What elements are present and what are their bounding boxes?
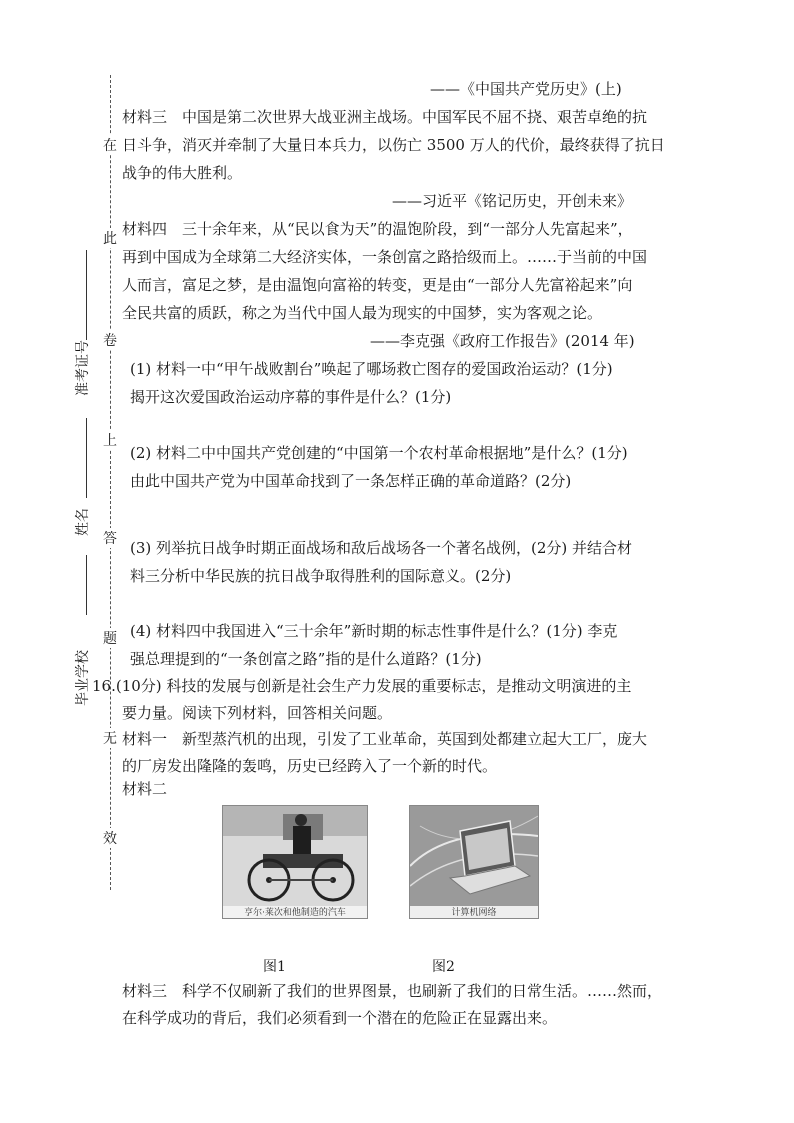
name-label: 姓名 xyxy=(75,508,91,536)
binding-char: 在 xyxy=(102,135,118,155)
binding-char: 无 xyxy=(102,728,118,748)
source-citation: ——李克强《政府工作报告》(2014 年) xyxy=(370,332,635,350)
material-4-line: 再到中国成为全球第二大经济实体，一条创富之路拾级而上。……于当前的中国 xyxy=(122,248,648,266)
figure-2-caption: 计算机网络 xyxy=(451,908,497,918)
material-3-line: 日斗争，消灭并牵制了大量日本兵力，以伤亡 3500 万人的代价，最终获得了抗日 xyxy=(122,136,665,154)
exam-number-rule xyxy=(86,250,87,340)
material-4-line: 全民共富的质跃，称之为当代中国人最为现实的中国梦，实为客观之论。 xyxy=(122,304,603,322)
material-4-line: 材料四 三十余年来，从“民以食为天”的温饱阶段，到“一部分人先富起来”， xyxy=(122,220,633,238)
figure-1-label: 图1 xyxy=(263,959,286,975)
source-citation: ——习近平《铭记历史，开创未来》 xyxy=(392,192,633,210)
question-3-line: (3) 列举抗日战争时期正面战场和敌后战场各一个著名战例，(2分) 并结合材 xyxy=(130,539,633,557)
school-label: 毕业学校 xyxy=(75,650,91,706)
question-3-line: 料三分析中华民族的抗日战争取得胜利的国际意义。(2分) xyxy=(130,567,512,585)
figure-1-image xyxy=(222,805,368,919)
problem-16-material-1: 材料一 新型蒸汽机的出现，引发了工业革命，英国到处都建立起大工厂，庞大 xyxy=(122,730,648,748)
problem-16-material-1: 的厂房发出隆隆的轰鸣，历史已经跨入了一个新的时代。 xyxy=(122,757,498,775)
material-3-line: 材料三 中国是第二次世界大战亚洲主战场。中国军民不屈不挠、艰苦卓绝的抗 xyxy=(122,108,648,126)
question-4-line: 强总理提到的“一条创富之路”指的是什么道路？(1分) xyxy=(130,650,482,668)
question-1-line: 揭开这次爱国政治运动序幕的事件是什么？(1分) xyxy=(130,388,452,406)
problem-16-material-2: 材料二 xyxy=(122,780,168,798)
question-1-line: (1) 材料一中“甲午战败割台”唤起了哪场救亡图存的爱国政治运动？(1分) xyxy=(130,360,613,378)
name-rule xyxy=(86,418,87,498)
automobile-photo-icon xyxy=(223,806,367,906)
source-citation: ——《中国共产党历史》(上) xyxy=(430,80,622,98)
material-4-line: 人而言，富足之梦，是由温饱向富裕的转变，更是由“一部分人先富裕起来”向 xyxy=(122,276,633,294)
laptop-network-icon xyxy=(410,806,538,906)
problem-16-line: 要力量。阅读下列材料，回答相关问题。 xyxy=(122,704,393,722)
binding-char: 答 xyxy=(102,528,118,548)
binding-char: 效 xyxy=(102,828,118,848)
question-2-line: (2) 材料二中中国共产党创建的“中国第一个农村革命根据地”是什么？(1分) xyxy=(130,444,628,462)
problem-16-material-3: 材料三 科学不仅刷新了我们的世界图景，也刷新了我们的日常生活。……然而， xyxy=(122,982,663,1000)
school-rule xyxy=(86,555,87,615)
figure-2-label: 图2 xyxy=(432,959,455,975)
figure-1-caption: 亨尔·莱次和他制造的汽车 xyxy=(244,908,346,918)
binding-char: 上 xyxy=(102,430,118,450)
exam-number-label: 准考证号 xyxy=(75,340,91,396)
problem-16-material-3: 在科学成功的背后，我们必须看到一个潜在的危险正在显露出来。 xyxy=(122,1009,558,1027)
figure-2-image xyxy=(409,805,539,919)
binding-char: 卷 xyxy=(102,330,118,350)
material-3-line: 战争的伟大胜利。 xyxy=(122,164,243,182)
question-2-line: 由此中国共产党为中国革命找到了一条怎样正确的革命道路？(2分) xyxy=(130,472,572,490)
problem-16-line: 16.(10分) 科技的发展与创新是社会生产力发展的重要标志，是推动文明演进的主 xyxy=(92,677,632,695)
binding-dashed-line xyxy=(110,75,111,890)
binding-char: 此 xyxy=(102,228,118,248)
question-4-line: (4) 材料四中我国进入“三十余年”新时期的标志性事件是什么？(1分) 李克 xyxy=(130,622,618,640)
binding-char: 题 xyxy=(102,628,118,648)
